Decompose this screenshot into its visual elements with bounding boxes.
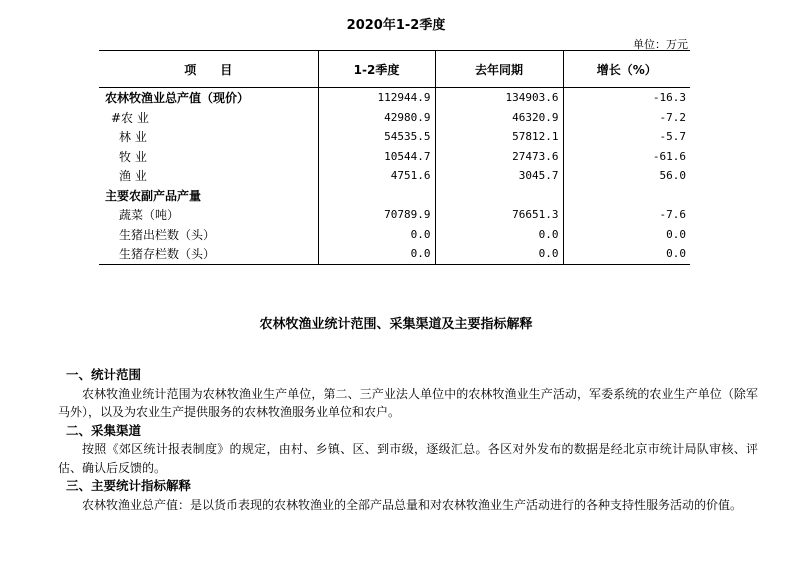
cell-last-year <box>435 186 563 206</box>
row-label: 农林牧渔业总产值（现价） <box>105 91 250 106</box>
cell-growth <box>563 186 690 206</box>
row-label: 生猪存栏数（头） <box>99 244 318 264</box>
row-label: 生猪出栏数（头） <box>119 227 216 242</box>
section-text-scope: 农林牧渔业统计范围为农林牧渔业生产单位，第二、三产业法人单位中的农林牧渔业生产活动，军委系统的农业生产单位（除军马外），以及为农业生产提供服务的农林牧渔服务业单位和农户。 <box>58 386 758 419</box>
section-heading-indicators: 三、主要统计指标解释 <box>66 478 192 493</box>
table-row <box>99 244 690 264</box>
cell-last-year: 76651.3 <box>435 205 563 225</box>
table-header-row <box>99 51 690 88</box>
page-title: 2020年1-2季度 <box>346 18 446 33</box>
cell-current: 0.0 <box>318 225 435 245</box>
column-header-last-year: 去年同期 <box>435 51 563 88</box>
cell-last-year: 134903.6 <box>435 88 563 108</box>
cell-growth: 0.0 <box>563 244 690 264</box>
cell-growth: -7.6 <box>563 205 690 225</box>
cell-growth: 0.0 <box>563 225 690 245</box>
table-row <box>99 205 690 225</box>
cell-last-year: 3045.7 <box>435 166 563 186</box>
column-header-item: 项 目 <box>99 51 318 88</box>
table-row <box>99 108 690 128</box>
section-heading-scope: 一、统计范围 <box>66 367 142 382</box>
cell-current: 70789.9 <box>318 205 435 225</box>
row-label: 牧 业 <box>119 149 147 164</box>
cell-growth: -61.6 <box>563 147 690 167</box>
row-label: 蔬菜（吨） <box>119 208 180 223</box>
cell-growth: 56.0 <box>563 166 690 186</box>
cell-last-year: 0.0 <box>435 244 563 264</box>
column-header-growth: 增长（%） <box>563 51 690 88</box>
row-label: 渔 业 <box>119 169 147 184</box>
cell-last-year: 46320.9 <box>435 108 563 128</box>
section-text-indicators: 农林牧渔业总产值：是以货币表现的农林牧渔业的全部产品总量和对农林牧渔业生产活动进行的各种支持性服务活动的价值。 <box>82 497 743 512</box>
cell-growth: -7.2 <box>563 108 690 128</box>
explanation-notes <box>58 366 758 514</box>
table-row <box>99 225 690 245</box>
row-label: 林 业 <box>119 130 147 145</box>
table-row <box>99 166 690 186</box>
table-row <box>99 147 690 167</box>
cell-last-year: 57812.1 <box>435 127 563 147</box>
cell-current: 54535.5 <box>318 127 435 147</box>
statistics-table <box>99 50 690 265</box>
cell-last-year: 0.0 <box>435 225 563 245</box>
cell-current: 0.0 <box>318 244 435 264</box>
cell-current: 42980.9 <box>318 108 435 128</box>
cell-current: 10544.7 <box>318 147 435 167</box>
column-header-period: 1-2季度 <box>318 51 435 88</box>
section-heading-channel: 二、采集渠道 <box>66 422 142 438</box>
table-row <box>99 186 690 206</box>
row-label: #农 业 <box>111 110 149 125</box>
section-text-channel: 按照《郊区统计报表制度》的规定，由村、乡镇、区、到市级，逐级汇总。各区对外发布的数据是经北京市统计局队审核、评估、确认后反馈的。 <box>58 442 758 475</box>
table-row <box>99 127 690 147</box>
unit-label: 单位：万元 <box>633 38 688 51</box>
cell-last-year: 27473.6 <box>435 147 563 167</box>
table-row <box>99 88 690 108</box>
cell-current: 112944.9 <box>318 88 435 108</box>
row-label: 主要农副产品产量 <box>105 188 202 203</box>
cell-growth: -16.3 <box>563 88 690 108</box>
cell-growth: -5.7 <box>563 127 690 147</box>
cell-current <box>318 186 435 206</box>
cell-current: 4751.6 <box>318 166 435 186</box>
explanation-title: 农林牧渔业统计范围、采集渠道及主要指标解释 <box>259 317 533 332</box>
